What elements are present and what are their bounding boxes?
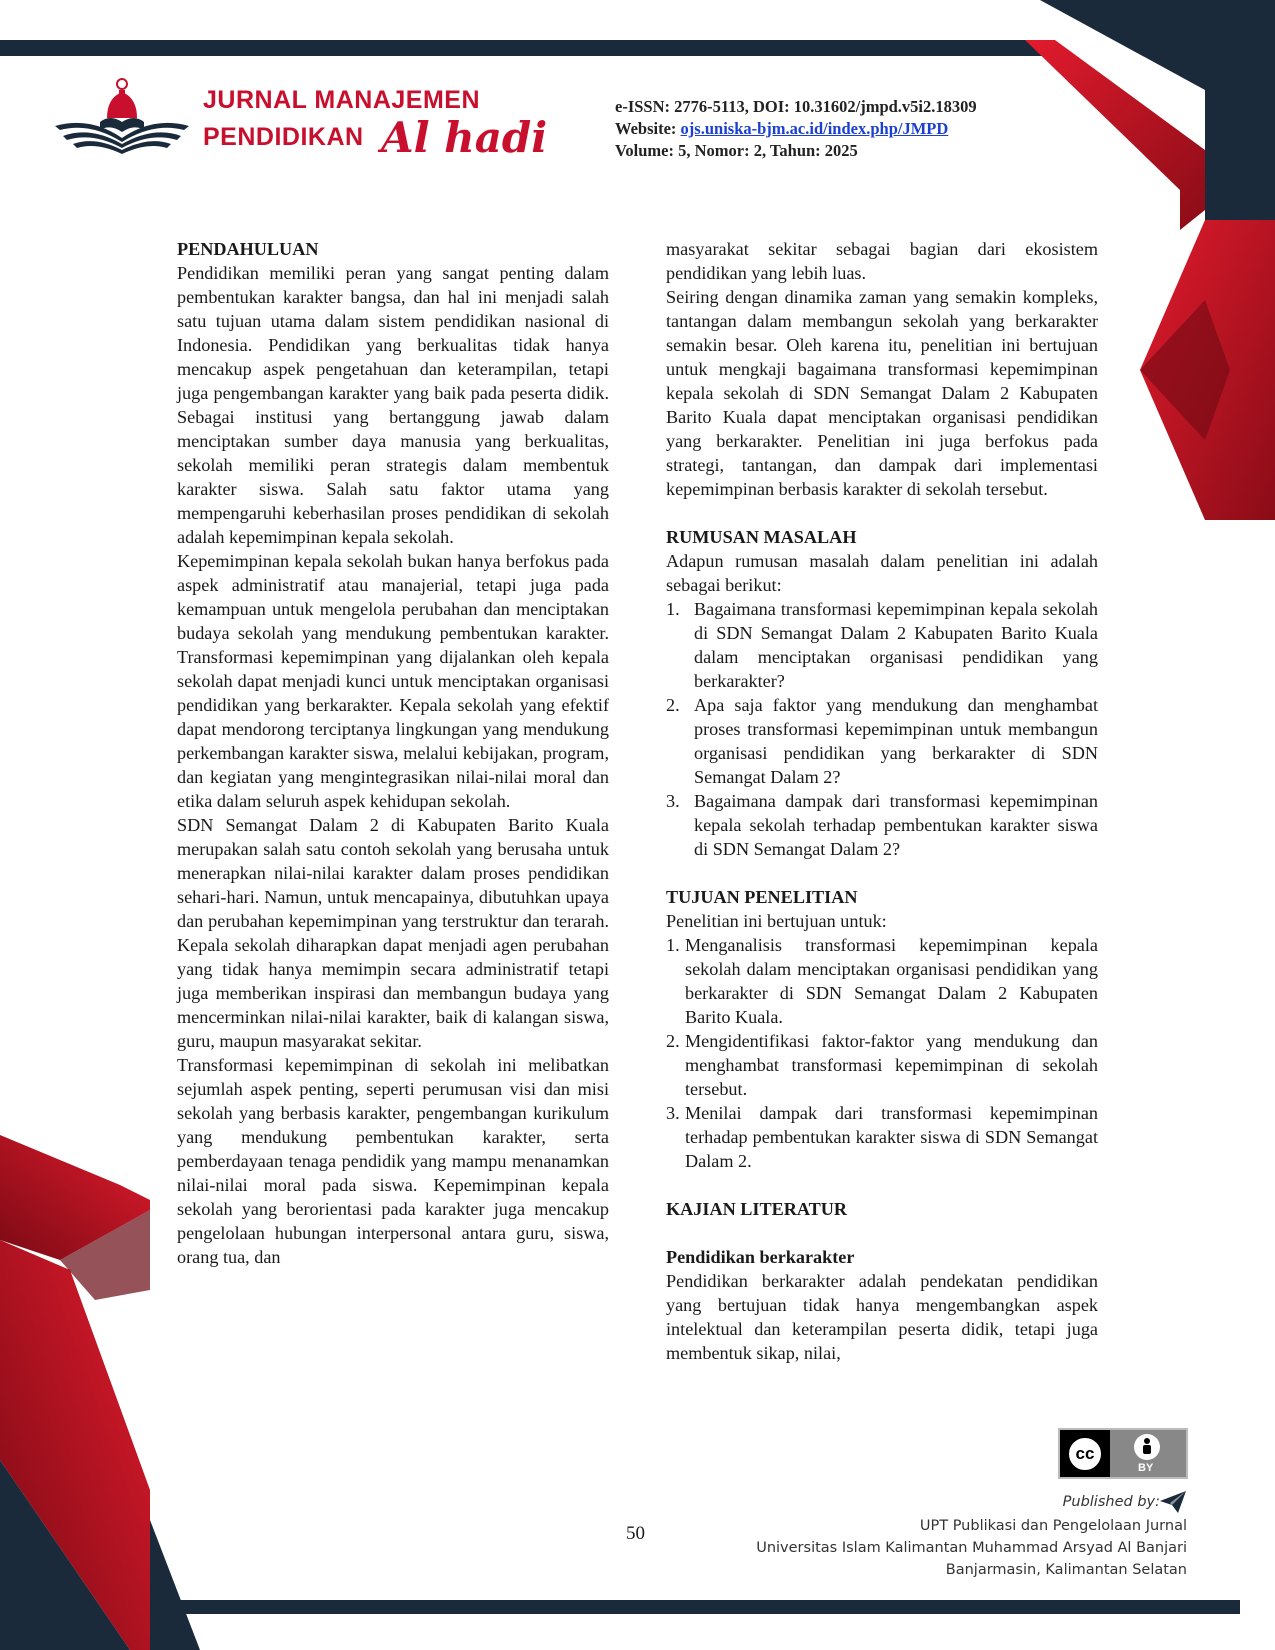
- bottom-left-navy-strip: [150, 1520, 200, 1650]
- left-red-ribbon: [0, 1135, 150, 1260]
- bottom-left-navy-corner: [0, 1460, 130, 1650]
- publisher-line1: UPT Publikasi dan Pengelolaan Jurnal: [919, 1518, 1187, 1534]
- cc-icon: cc: [1066, 1435, 1104, 1473]
- list-number: 1.: [666, 935, 680, 955]
- cc-by-license-badge[interactable]: [1058, 1428, 1188, 1479]
- issn-doi-line: e-ISSN: 2776-5113, DOI: 10.31602/jmpd.v5i2.18309: [615, 97, 977, 116]
- top-right-red-ribbon: [1025, 40, 1205, 230]
- paragraph: masyarakat sekitar sebagai bagian dari ekosistem pendidikan yang lebih luas.: [666, 239, 1098, 283]
- paragraph: Pendidikan berkarakter adalah pendekatan pendidikan yang bertujuan tidak hanya mengembangkan aspek intelektual dan keterampilan peserta didik, tetapi juga membentuk sikap, nilai,: [666, 1271, 1098, 1363]
- list-item-text: Bagaimana transformasi kepemimpinan kepala sekolah di SDN Semangat Dalam 2 Kabupaten Barito Kuala dalam menciptakan organisasi pendidikan yang berkarakter?: [694, 599, 1098, 691]
- by-label: BY: [1138, 1462, 1154, 1474]
- list-item-text: Mengidentifikasi faktor-faktor yang mendukung dan menghambat transformasi kepemimpinan di sekolah tersebut.: [685, 1031, 1098, 1099]
- volume-line: Volume: 5, Nomor: 2, Tahun: 2025: [615, 141, 858, 160]
- left-dark-red-fold: [60, 1210, 150, 1300]
- list-item: [666, 1101, 1098, 1173]
- section-heading-rumusan: RUMUSAN MASALAH: [666, 527, 857, 547]
- paragraph: Transformasi kepemimpinan di sekolah ini melibatkan sejumlah aspek penting, seperti perumusan visi dan misi sekolah yang berbasis karakter, pengembangan kurikulum yang mendukung pembentukan karakter, serta pemberdayaan tenaga pendidik yang mampu menanamkan nilai-nilai moral pada siswa. Kepemimpinan kepala sekolah yang berorientasi pada karakter juga mencakup pengelolaan hubungan interpersonal antara guru, siswa, orang tua, dan: [177, 1055, 609, 1267]
- list-number: 2.: [666, 695, 680, 715]
- publisher-line3: Banjarmasin, Kalimantan Selatan: [945, 1562, 1187, 1578]
- list-item-text: Menilai dampak dari transformasi kepemimpinan terhadap pembentukan karakter siswa di SDN Semangat Dalam 2.: [685, 1103, 1098, 1171]
- attribution-person-icon: [1134, 1434, 1160, 1460]
- paragraph: Kepemimpinan kepala sekolah bukan hanya berfokus pada aspek administratif atau manajerial, tetapi juga pada kemampuan untuk mengelola perubahan dan menciptakan budaya sekolah yang mendukung pembentukan karakter. Transformasi kepemimpinan yang dijalankan oleh kepala sekolah dapat menjadi kunci untuk menciptakan organisasi pendidikan yang berkarakter. Kepala sekolah yang efektif dapat mendorong terciptanya lingkungan yang mendukung perkembangan karakter siswa, melalui kebijakan, program, dan kegiatan yang mengintegrasikan nilai-nilai moral dan etika dalam seluruh aspek kehidupan sekolah.: [177, 551, 609, 811]
- paragraph: Penelitian ini bertujuan untuk:: [666, 911, 887, 931]
- paragraph: SDN Semangat Dalam 2 di Kabupaten Barito Kuala merupakan salah satu contoh sekolah yang berusaha untuk menerapkan nilai-nilai karakter dalam proses pendidikan sehari-hari. Namun, untuk mencapainya, dibutuhkan upaya dan perubahan kepemimpinan yang terstruktur dan terarah. Kepala sekolah diharapkan dapat menjadi agen perubahan yang tidak hanya memimpin secara administratif tetapi juga memberikan inspirasi dan membangun budaya yang mencerminkan nilai-nilai karakter, baik di kalangan siswa, guru, maupun masyarakat sekitar.: [177, 815, 609, 1051]
- page-number: 50: [626, 1523, 645, 1544]
- right-red-chevron-shadow: [1140, 300, 1230, 440]
- paragraph: Adapun rumusan masalah dalam penelitian ini adalah sebagai berikut:: [666, 551, 1098, 595]
- left-column: [177, 237, 609, 1269]
- top-right-navy-corner: [1040, 0, 1275, 230]
- rumusan-list: [666, 597, 1098, 861]
- published-by-label: Published by:: [1062, 1494, 1160, 1510]
- list-item-text: Menganalisis transformasi kepemimpinan kepala sekolah dalam menciptakan organisasi pendidikan yang berkarakter di SDN Semangat Dalam 2 Kabupaten Barito Kuala.: [685, 935, 1098, 1027]
- section-heading-kajian: KAJIAN LITERATUR: [666, 1199, 848, 1219]
- list-item: [666, 789, 1098, 861]
- list-number: 3.: [666, 1103, 680, 1123]
- website-line: [615, 118, 977, 140]
- section-heading-pendahuluan: PENDAHULUAN: [177, 239, 319, 259]
- journal-name-line2: PENDIDIKAN: [203, 123, 364, 151]
- right-column: [666, 237, 1098, 1365]
- list-item: [666, 693, 1098, 789]
- section-heading-tujuan: TUJUAN PENELITIAN: [666, 887, 858, 907]
- list-number: 3.: [666, 791, 680, 811]
- tujuan-list: [666, 933, 1098, 1173]
- publisher-line2: Universitas Islam Kalimantan Muhammad Arsyad Al Banjari: [756, 1540, 1187, 1556]
- subsection-heading: Pendidikan berkarakter: [666, 1247, 855, 1267]
- list-number: 1.: [666, 599, 680, 619]
- website-label: Website:: [615, 119, 681, 138]
- website-link[interactable]: ojs.uniska-bjm.ac.id/index.php/JMPD: [680, 119, 949, 138]
- paper-plane-icon: [1158, 1489, 1188, 1515]
- list-item: [666, 1029, 1098, 1101]
- right-red-chevron: [1140, 220, 1275, 520]
- journal-meta: [615, 96, 977, 162]
- paragraph: Pendidikan memiliki peran yang sangat penting dalam pembentukan karakter bangsa, dan hal ini menjadi salah satu tujuan utama dalam sistem pendidikan nasional di Indonesia. Pendidikan yang berkualitas tidak hanya mencakup aspek pengetahuan dan keterampilan, tetapi juga pengembangan karakter yang baik pada peserta didik. Sebagai institusi yang bertanggung jawab dalam menciptakan sumber daya manusia yang berkualitas, sekolah memiliki peran strategis dalam membentuk karakter siswa. Salah satu faktor utama yang mempengaruhi keberhasilan proses pendidikan di sekolah adalah kepemimpinan kepala sekolah.: [177, 263, 609, 547]
- list-item-text: Apa saja faktor yang mendukung dan menghambat proses transformasi kepemimpinan untuk membangun organisasi pendidikan yang berkarakter di SDN Semangat Dalam 2?: [694, 695, 1098, 787]
- list-item: [666, 933, 1098, 1029]
- bottom-navy-band: [150, 1600, 1240, 1614]
- top-navy-band: [0, 40, 1050, 56]
- journal-name-script: Al hadi: [381, 113, 548, 162]
- list-item: [666, 597, 1098, 693]
- list-item-text: Bagaimana dampak dari transformasi kepemimpinan kepala sekolah terhadap pembentukan karakter siswa di SDN Semangat Dalam 2?: [694, 791, 1098, 859]
- left-red-large: [0, 1240, 150, 1650]
- paragraph: Seiring dengan dinamika zaman yang semakin kompleks, tantangan dalam membangun sekolah yang berkarakter semakin besar. Oleh karena itu, penelitian ini bertujuan untuk mengkaji bagaimana transformasi kepemimpinan kepala sekolah di SDN Semangat Dalam 2 Kabupaten Barito Kuala dapat menciptakan organisasi pendidikan yang berkarakter. Penelitian ini juga berfokus pada strategi, tantangan, dan dampak dari implementasi kepemimpinan berbasis karakter di sekolah tersebut.: [666, 287, 1098, 499]
- journal-name-line1: JURNAL MANAJEMEN: [203, 86, 481, 114]
- list-number: 2.: [666, 1031, 680, 1051]
